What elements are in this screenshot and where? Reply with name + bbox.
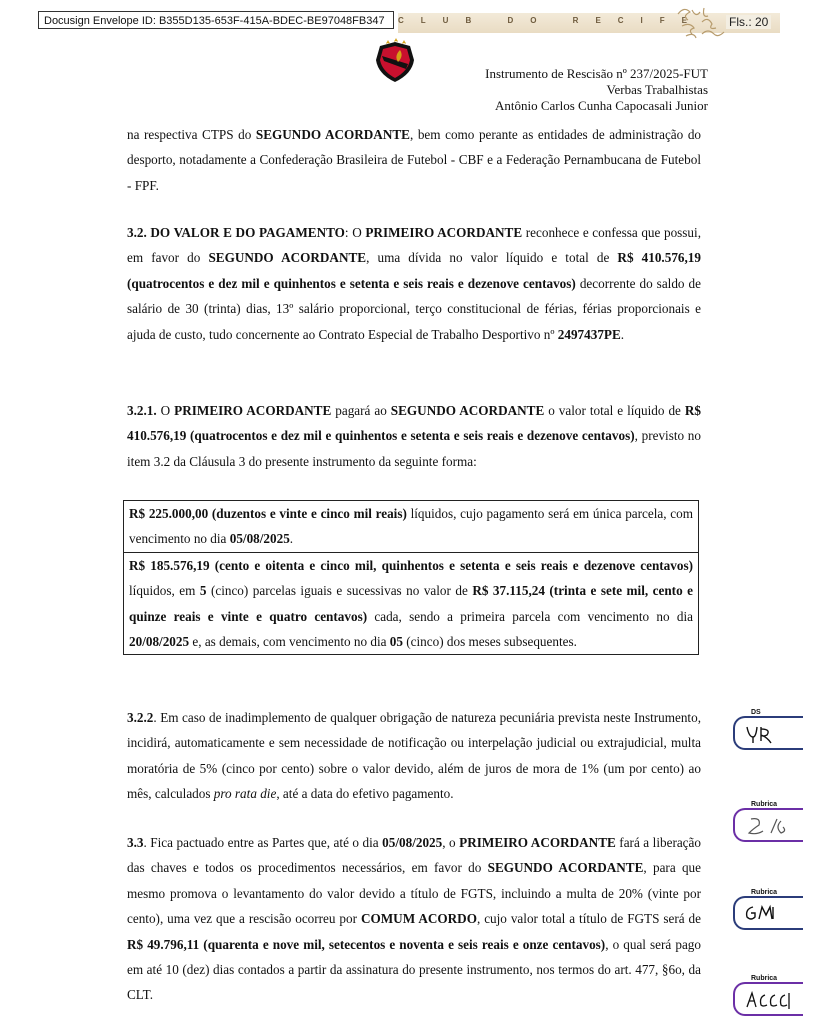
rubrica-signature-icon — [743, 901, 783, 925]
document-header — [485, 66, 708, 114]
payment-row-single: R$ 225.000,00 (duzentos e vinte e cinco mil reais) líquidos, cujo pagamento será em única parcela, com vencimento no dia 05/08/2025. — [129, 506, 693, 547]
section-3-3-number: 3.3 — [127, 835, 144, 850]
docusign-envelope-id: Docusign Envelope ID: B355D135-653F-415A-BDEC-BE97048FB347 — [38, 11, 394, 29]
section-3-2-heading: 3.2. DO VALOR E DO PAGAMENTO — [127, 225, 345, 240]
rubrica-box-3[interactable]: Rubrica — [733, 982, 803, 1016]
section-3-2: 3.2. DO VALOR E DO PAGAMENTO: O PRIMEIRO ACORDANTE reconhece e confessa que possui, em favor do SEGUNDO ACORDANTE, uma dívida no valor líquido e total de R$ 410.576,19 (quatrocentos e dez mil e quinhentos e setenta e seis reais e dezenove centavos) decorrente do saldo de salário de 30 (trinta) dias, 13º salário proporcional, terço constitucional de férias, férias proporcionais e ajuda de custo, tudo concernente ao Contrato Especial de Trabalho Desportivo nº 2497437PE. — [127, 225, 701, 342]
rubrica-signature-icon — [743, 813, 793, 839]
payment-row-installments: R$ 185.576,19 (cento e oitenta e cinco mil, quinhentos e setenta e seis reais e dezenove centavos) líquidos, em 5 (cinco) parcelas iguais e sucessivas no valor de R$ 37.115,24 (trinta e sete mil, cento e quinze reais e vinte e quatro centavos) cada, sendo a primeira parcela com vencimento no dia 20/08/2025 e, as demais, com vencimento no dia 05 (cinco) dos meses subsequentes. — [124, 552, 698, 655]
section-3-2-2-number: 3.2.2 — [127, 710, 154, 725]
section-3-2-2: 3.2.2. Em caso de inadimplemento de qualquer obrigação de natureza pecuniária prevista neste Instrumento, incidirá, automaticamente e sem necessidade de notificação ou interpelação judicial ou extrajudicial, multa moratória de 5% (cinco por cento) sobre o valor devido, além de juros de mora de 1% (um por cento) ao mês, calculados pro rata die, até a data do efetivo pagamento. — [127, 710, 701, 802]
paragraph-ctps: na respectiva CTPS do SEGUNDO ACORDANTE, bem como perante as entidades de administração do desporto, notadamente a Confederação Brasileira de Futebol - CBF e a Federação Pernambucana de Futebol - FPF. — [127, 127, 702, 193]
section-3-2-1-number: 3.2.1. — [127, 403, 157, 418]
section-3-3: 3.3. Fica pactuado entre as Partes que, até o dia 05/08/2025, o PRIMEIRO ACORDANTE fará a liberação das chaves e todos os procedimentos necessários, em favor do SEGUNDO ACORDANTE, para que mesmo promova o levantamento do valor devido a título de FGTS, incluindo a multa de 20% (vinte por cento), uma vez que a rescisão ocorreu por COMUM ACORDO, cujo valor total a título de FGTS será de R$ 49.796,11 (quarenta e nove mil, setecentos e noventa e seis reais e onze centavos), o qual será pago em até 10 (dez) dias contados a partir da assinatura do presente instrumento, nos termos do art. 477, §6o, da CLT. — [127, 835, 701, 1003]
document-header-line2: Verbas Trabalhistas — [606, 82, 708, 97]
document-header-line1: Instrumento de Rescisão nº 237/2025-FUT — [485, 66, 708, 81]
document-header-line3: Antônio Carlos Cunha Capocasali Junior — [494, 98, 708, 113]
rubrica-signature-icon — [743, 987, 793, 1013]
initials-signature-icon — [743, 721, 783, 745]
rubrica-box-1[interactable]: Rubrica — [733, 808, 803, 842]
page-number: Fls.: 20 — [726, 15, 771, 29]
section-3-2-1: 3.2.1. O PRIMEIRO ACORDANTE pagará ao SEGUNDO ACORDANTE o valor total e líquido de R$ 410.576,19 (quatrocentos e dez mil e quinhentos e setenta e seis reais e dezenove centavos), previsto no item 3.2 da Cláusula 3 do presente instrumento da seguinte forma: — [127, 403, 701, 469]
rubrica-box-2[interactable]: Rubrica — [733, 896, 803, 930]
payment-table — [123, 500, 699, 655]
docusign-initials-box[interactable]: DS — [733, 716, 803, 750]
club-banner-text: CLUB DO RECIFE — [398, 16, 704, 25]
club-shield-icon — [370, 38, 420, 84]
